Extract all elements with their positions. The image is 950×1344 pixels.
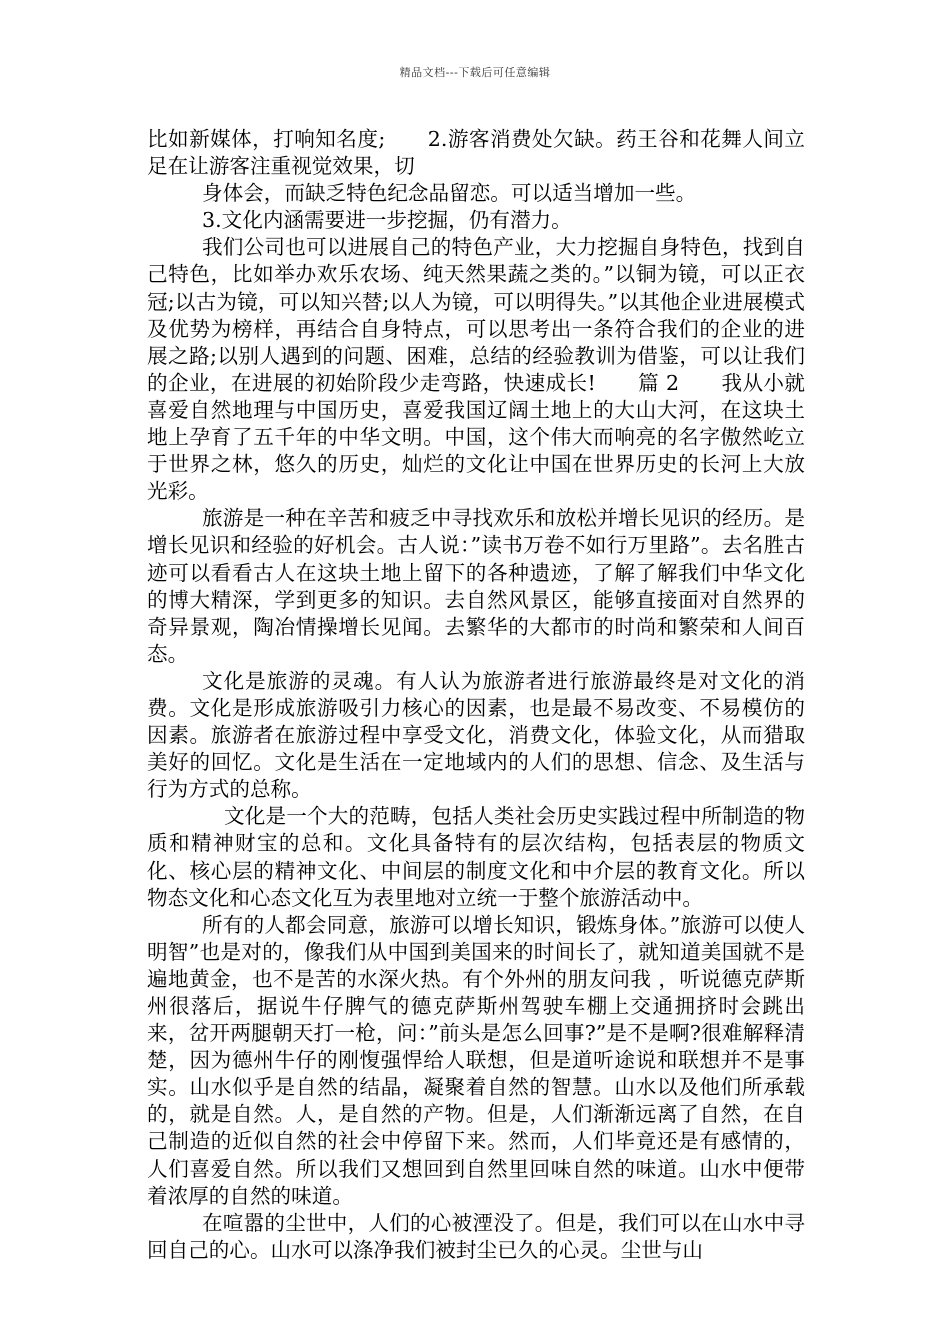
paragraph: 旅游是一种在辛苦和疲乏中寻找欢乐和放松并增长见识的经历。是增长见识和经验的好机会。古人说：”读书万卷不如行万里路”。去名胜古迹可以看看古人在这块土地上留下的各种遗迹，了解了解我们中华文化的博大精深，学到更多的知识。去自然风景区，能够直接面对自然界的奇异景观，陶冶情操增长见闻。去繁华的大都市的时尚和繁荣和人间百态。 [147,506,805,666]
paragraph: 身体会，而缺乏特色纪念品留恋。可以适当增加一些。 [202,181,697,206]
paragraph: 文化是一个大的范畴，包括人类社会历史实践过程中所制造的物质和精神财宝的总和。文化具备特有的层次结构，包括表层的物质文化、核心层的精神文化、中间层的制度文化和中介层的教育文化。所以物态文化和心态文化互为表里地对立统一于整个旅游活动中。 [147,804,805,910]
paragraph: 在喧嚣的尘世中，人们的心被湮没了。但是，我们可以在山水中寻回自己的心。山水可以涤净我们被封尘已久的心灵。尘世与山 [147,1210,805,1262]
paragraph: 所有的人都会同意，旅游可以增长知识，锻炼身体。”旅游可以使人明智”也是对的，像我们从中国到美国来的时间长了，就知道美国就不是遍地黄金，也不是苦的水深火热。有个外州的朋友问我 ，听说德克萨斯州很落后，据说牛仔脾气的德克萨斯州驾驶车棚上交通拥挤时会跳出来，岔开两腿朝天打一枪，问：”前头是怎么回事?”是不是啊?很难解释清楚，因为德州牛仔的刚愎强悍给人联想，但是道听途说和联想并不是事实。山水似乎是自然的结晶，凝聚着自然的智慧。山水以及他们所承载的，就是自然。人，是自然的产物。但是，人们渐渐远离了自然，在自己制造的近似自然的社会中停留下来。然而，人们毕竟还是有感情的，人们喜爱自然。所以我们又想回到自然里回味自然的味道。山水中便带着浓厚的自然的味道。 [147,912,805,1208]
page-header: 精品文档---下载后可任意编辑 [399,66,551,79]
paragraph: 文化是旅游的灵魂。有人认为旅游者进行旅游最终是对文化的消费。文化是形成旅游吸引力核心的因素，也是最不易改变、不易模仿的因素。旅游者在旅游过程中享受文化，消费文化，体验文化，从而猎取美好的回忆。文化是生活在一定地域内的人们的思想、信念、及生活与行为方式的总称。 [147,668,805,802]
paragraph: 3.文化内涵需要进一步挖掘，仍有潜力。 [202,208,572,233]
paragraph: 比如新媒体，打响知名度; 2.游客消费处欠缺。药王谷和花舞人间立足在让游客注重视觉效果，切 [147,127,805,179]
paragraph: 我们公司也可以进展自己的特色产业，大力挖掘自身特色，找到自己特色，比如举办欢乐农场、纯天然果蔬之类的。”以铜为镜，可以正衣冠;以古为镜，可以知兴替;以人为镜，可以明得失。”以其他企业进展模式及优势为榜样，再结合自身特点，可以思考出一条符合我们的企业的进展之路;以别人遇到的问题、困难，总结的经验教训为借鉴，可以让我们的企业，在进展的初始阶段少走弯路，快速成长! 篇 2 我从小就喜爱自然地理与中国历史，喜爱我国辽阔土地上的大山大河，在这块土地上孕育了五千年的中华文明。中国，这个伟大而响亮的名字傲然屹立于世界之林，悠久的历史，灿烂的文化让中国在世界历史的长河上大放光彩。 [147,235,805,504]
document-body [147,126,805,1264]
